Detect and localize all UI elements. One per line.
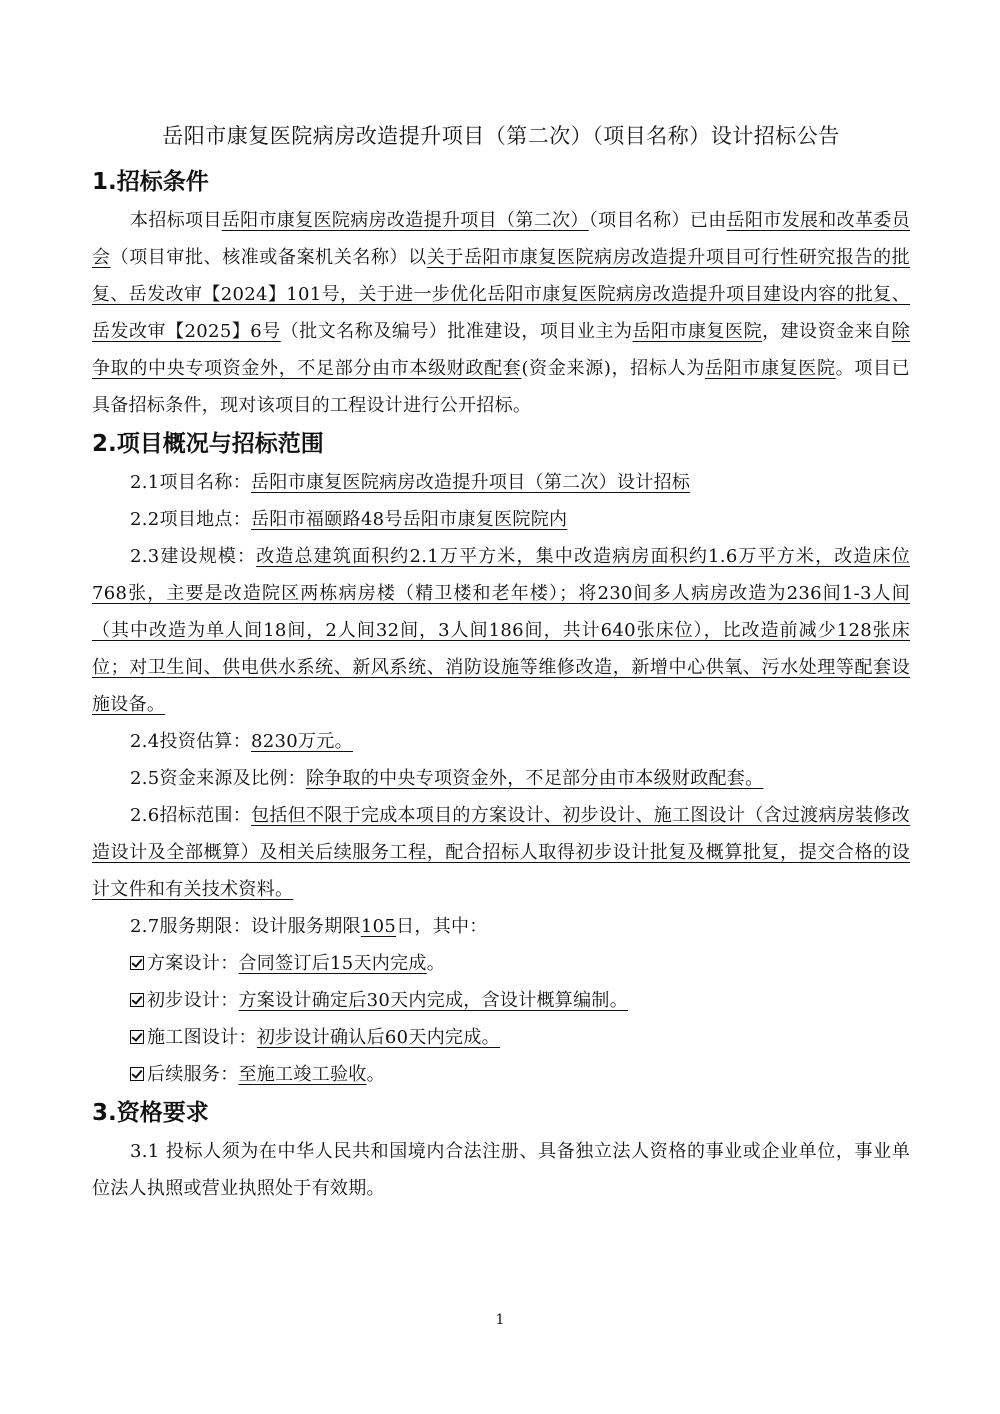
checked-box-icon bbox=[130, 993, 144, 1007]
text-run: 本招标项目 bbox=[130, 210, 222, 231]
check-scheme-design bbox=[92, 945, 910, 982]
item-project-location bbox=[92, 501, 910, 538]
item-project-name bbox=[92, 464, 910, 501]
check-construction-drawing bbox=[92, 1019, 910, 1056]
checked-box-icon bbox=[130, 956, 144, 970]
item-value: 改造总建筑面积约2.1万平方米，集中改造病房面积约1.6万平方米，改造床位768张，主要是改造院区两栋病房楼（精卫楼和老年楼）；将230间多人病房改造为236间1-3人间（其中改造为单人间18间，2人间32间，3人间186间，共计640张床位），比改造前减少128张床位；对卫生间、供电供水系统、新风系统、消防设施等维修改造，新增中心供氧、污水处理等配套设施设备。 bbox=[92, 546, 910, 715]
check-tail: 。 bbox=[366, 1064, 385, 1085]
check-label: 初步设计： bbox=[147, 990, 239, 1011]
document-body bbox=[92, 116, 910, 1207]
section-3-heading: 3.资格要求 bbox=[92, 1100, 209, 1126]
check-value: 合同签订后15天内完成 bbox=[238, 953, 427, 974]
text-run: （项目审批、核准或备案机关名称）以 bbox=[110, 247, 427, 268]
check-tail: 。 bbox=[426, 953, 446, 974]
item-value: 除争取的中央专项资金外，不足部分由市本级财政配套。 bbox=[305, 768, 764, 789]
check-label: 方案设计： bbox=[147, 953, 239, 974]
checked-box-icon bbox=[130, 1067, 144, 1081]
underlined-run: 关于岳阳市康复医院病房改造提升项目可行性研究报告的批复、岳发改审【2024】101号，关于进一步优化岳阳市康复医院病房改造提升项目建设内容的批复、岳发改审【2025】6号 bbox=[92, 247, 910, 342]
check-label: 后续服务： bbox=[147, 1064, 239, 1085]
text-run: （批文名称及编号）批准建设，项目业主为 bbox=[280, 321, 633, 342]
item-value: 8230万元。 bbox=[251, 731, 353, 752]
item-tail: 日，其中： bbox=[396, 916, 488, 937]
item-label: 2.6招标范围： bbox=[130, 805, 252, 826]
item-service-period bbox=[92, 908, 910, 945]
text-run: (资金来源)，招标人为 bbox=[521, 358, 705, 379]
item-construction-scale bbox=[92, 538, 910, 723]
item-label: 2.2项目地点： bbox=[130, 509, 252, 530]
section-1-paragraph bbox=[92, 202, 910, 424]
check-label: 施工图设计： bbox=[147, 1027, 257, 1048]
item-label: 2.5资金来源及比例： bbox=[130, 768, 306, 789]
text-run: ，建设资金来自 bbox=[762, 321, 892, 342]
underlined-run: 除争取的中央专项资金外，不足部分由市本级财政配套 bbox=[92, 321, 910, 379]
document-title: 岳阳市康复医院病房改造提升项目（第二次）（项目名称）设计招标公告 bbox=[162, 124, 840, 148]
section-2-heading: 2.项目概况与招标范围 bbox=[92, 431, 324, 457]
section-1-heading: 1.招标条件 bbox=[92, 169, 209, 195]
underlined-run: 岳阳市康复医院病房改造提升项目（第二次） bbox=[221, 210, 589, 231]
item-funding-source bbox=[92, 760, 910, 797]
underlined-run: 岳阳市康复医院 bbox=[704, 358, 836, 379]
item-label: 2.1项目名称： bbox=[130, 472, 252, 493]
item-value: 包括但不限于完成本项目的方案设计、初步设计、施工图设计（含过渡病房装修改造设计及全部概算）及相关后续服务工程，配合招标人取得初步设计批复及概算批复，提交合格的设计文件和有关技术资料。 bbox=[92, 805, 911, 900]
check-value: 至施工竣工验收 bbox=[238, 1064, 367, 1085]
page-number: 1 bbox=[495, 1312, 505, 1328]
section-3-paragraph: 3.1 投标人须为在中华人民共和国境内合法注册、具备独立法人资格的事业或企业单位，事业单位法人执照或营业执照处于有效期。 bbox=[92, 1141, 910, 1199]
item-tender-scope bbox=[92, 797, 910, 908]
check-preliminary-design bbox=[92, 982, 910, 1019]
underlined-run: 岳阳市发展和改革委员会 bbox=[92, 210, 911, 268]
checked-box-icon bbox=[130, 1030, 144, 1044]
item-investment bbox=[92, 723, 910, 760]
check-value: 初步设计确认后60天内完成。 bbox=[256, 1027, 500, 1048]
text-run: 。项目已具备招标条件，现对该项目的工程设计进行公开招标。 bbox=[92, 358, 910, 416]
item-label: 2.3建设规模： bbox=[130, 546, 257, 567]
item-value: 岳阳市福颐路48号岳阳市康复医院院内 bbox=[251, 509, 568, 530]
check-follow-up-service bbox=[92, 1056, 910, 1093]
item-label: 2.7服务期限：设计服务期限 bbox=[130, 916, 361, 937]
item-value: 岳阳市康复医院病房改造提升项目（第二次）设计招标 bbox=[251, 472, 691, 493]
text-run: （项目名称）已由 bbox=[588, 210, 727, 231]
item-label: 2.4投资估算： bbox=[130, 731, 252, 752]
check-value: 方案设计确定后30天内完成，含设计概算编制。 bbox=[238, 990, 629, 1011]
underlined-run: 岳阳市康复医院 bbox=[632, 321, 763, 342]
service-days: 105 bbox=[360, 916, 397, 937]
